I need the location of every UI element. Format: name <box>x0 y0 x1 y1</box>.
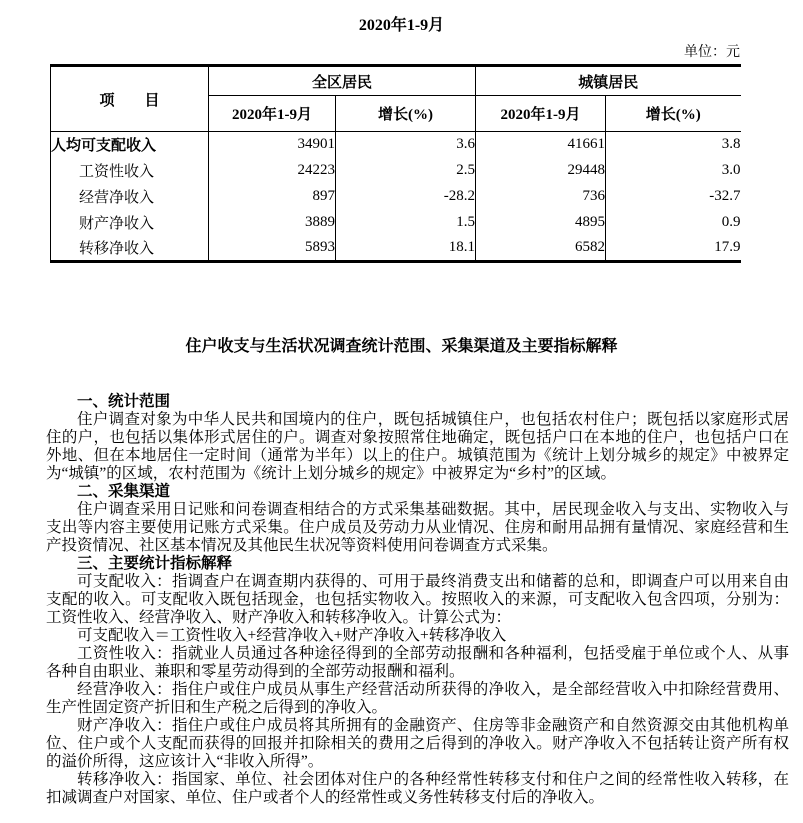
section-subheading-statistical-scope: 一、统计范围 <box>77 393 171 410</box>
table-row-transfer-income <box>51 236 741 262</box>
table-row-property-income <box>51 210 741 236</box>
cell-value: 17.9 <box>606 236 741 262</box>
cell-value: 3.6 <box>336 132 476 158</box>
cell-value: 4895 <box>476 210 606 236</box>
cell-value: 0.9 <box>606 210 741 236</box>
cell-value: 1.5 <box>336 210 476 236</box>
cell-value: 3.0 <box>606 158 741 184</box>
table-row-operating-income <box>51 184 741 210</box>
row-label: 财产净收入 <box>51 210 209 236</box>
formula-disposable-income: 可支配收入＝工资性收入+经营净收入+财产净收入+转移净收入 <box>77 627 507 644</box>
cell-value: 29448 <box>476 158 606 184</box>
row-label: 人均可支配收入 <box>51 132 209 158</box>
cell-value: 34901 <box>297 136 335 153</box>
cell-value: 6582 <box>476 236 606 262</box>
cell-value: 18.1 <box>336 236 476 262</box>
article-heading: 住户收支与生活状况调查统计范围、采集渠道及主要指标解释 <box>185 338 618 355</box>
doc-title: 2020年1-9月 <box>358 17 445 34</box>
header-item: 项 目 <box>51 66 209 132</box>
paragraph-disposable-income-definition: 可支配收入：指调查户在调查期内获得的、可用于最终消费支出和储蓄的总和，即调查户可以用来自由支配的收入。可支配收入既包括现金，也包括实物收入。按照收入的来源，可支配收入包含四项，分别为：工资性收入、经营净收入、财产净收入和转移净收入。计算公式为： <box>46 573 789 626</box>
cell-value: 3.8 <box>606 132 741 158</box>
row-label: 转移净收入 <box>51 236 209 262</box>
paragraph-property-income-definition: 财产净收入：指住户或住户成员将其所拥有的金融资产、住房等非金融资产和自然资源交由其他机构单位、住户或个人支配而获得的回报并扣除相关的费用之后得到的净收入。财产净收入不包括转让资产所有权的溢价所得，这应该计入“非收入所得”。 <box>46 717 789 770</box>
cell-value: 2.5 <box>336 158 476 184</box>
section-subheading-indicator-definitions: 三、主要统计指标解释 <box>77 555 233 572</box>
cell-value: 24223 <box>297 162 335 178</box>
paragraph-operating-income-definition: 经营净收入：指住户或住户成员从事生产经营活动所获得的净收入，是全部经营收入中扣除经营费用、生产性固定资产折旧和生产税之后得到的净收入。 <box>46 681 789 716</box>
table-row-disposable-income <box>51 132 741 158</box>
unit-note: 单位：元 <box>684 45 740 60</box>
header-group-all-residents: 全区居民 <box>209 66 476 96</box>
header-period-all: 2020年1-9月 <box>209 96 336 132</box>
article-body <box>46 393 789 807</box>
row-label: 工资性收入 <box>51 158 209 184</box>
cell-value: 41661 <box>476 132 606 158</box>
cell-value: -28.2 <box>336 184 476 210</box>
header-growth-all: 增长(%) <box>336 96 476 132</box>
income-table <box>50 64 741 263</box>
cell-value: 5893 <box>305 239 335 256</box>
cell-value: 3889 <box>305 214 335 230</box>
table-row-wage-income <box>51 158 741 184</box>
section-subheading-collection-channels: 二、采集渠道 <box>77 483 171 500</box>
cell-value: 897 <box>312 188 335 204</box>
header-growth-urban: 增长(%) <box>606 96 741 132</box>
header-group-urban-residents: 城镇居民 <box>476 66 741 96</box>
cell-value: 736 <box>476 184 606 210</box>
paragraph-wage-income-definition: 工资性收入：指就业人员通过各种途径得到的全部劳动报酬和各种福利，包括受雇于单位或个人、从事各种自由职业、兼职和零星劳动得到的全部劳动报酬和福利。 <box>46 645 789 680</box>
header-period-urban: 2020年1-9月 <box>476 96 606 132</box>
paragraph-transfer-income-definition: 转移净收入：指国家、单位、社会团体对住户的各种经常性转移支付和住户之间的经常性收入转移，在扣减调查户对国家、单位、住户或者个人的经常性或义务性转移支付后的净收入。 <box>46 771 789 806</box>
row-label: 经营净收入 <box>51 184 209 210</box>
cell-value: -32.7 <box>606 184 741 210</box>
paragraph-statistical-scope: 住户调查对象为中华人民共和国境内的住户，既包括城镇住户，也包括农村住户；既包括以家庭形式居住的户，也包括以集体形式居住的户。调查对象按照常住地确定，既包括户口在本地的住户，也包括户口在外地、但在本地居住一定时间（通常为半年）以上的住户。城镇范围为《统计上划分城乡的规定》中被界定为“城镇”的区域，农村范围为《统计上划分城乡的规定》中被界定为“乡村”的区域。 <box>46 411 789 482</box>
paragraph-collection-channels: 住户调查采用日记账和问卷调查相结合的方式采集基础数据。其中，居民现金收入与支出、实物收入与支出等内容主要使用记账方式采集。住户成员及劳动力从业情况、住房和耐用品拥有量情况、家庭经营和生产投资情况、社区基本情况及其他民生状况等资料使用问卷调查方式采集。 <box>46 501 789 554</box>
